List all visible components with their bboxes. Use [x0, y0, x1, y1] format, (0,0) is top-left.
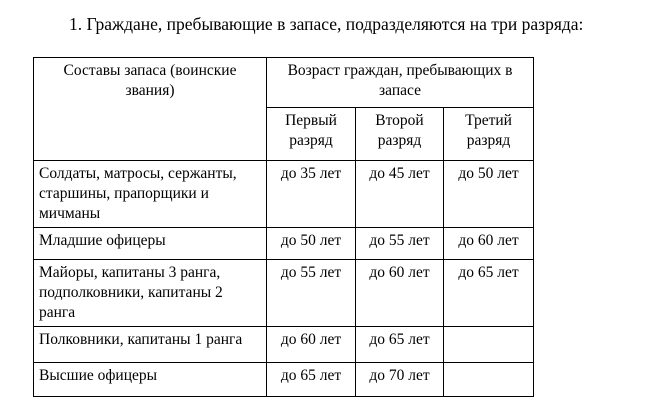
header-composition-cell: Составы запаса (воинские звания) [34, 58, 267, 161]
age-cell: до 65 лет [267, 363, 356, 397]
age-cell: до 55 лет [356, 228, 444, 260]
header-third-rank-cell: Третий разряд [444, 108, 534, 161]
page-title: 1. Граждане, пребывающие в запасе, подразделяются на три разряда: [69, 14, 584, 34]
header-second-rank-cell: Второй разряд [356, 108, 444, 161]
age-cell: до 70 лет [356, 363, 444, 397]
age-cell [444, 363, 534, 397]
age-cell: до 60 лет [267, 327, 356, 363]
table-row [34, 327, 534, 363]
age-cell: до 35 лет [267, 161, 356, 228]
header-age-group-cell: Возраст граждан, пребывающих в запасе [267, 58, 534, 108]
age-cell: до 65 лет [356, 327, 444, 363]
table-row [34, 161, 534, 228]
row-label: Полковники, капитаны 1 ранга [34, 327, 267, 363]
age-cell: до 50 лет [444, 161, 534, 228]
table-row [34, 228, 534, 260]
reserve-categories-table [33, 57, 534, 397]
age-cell: до 55 лет [267, 260, 356, 327]
age-cell: до 45 лет [356, 161, 444, 228]
row-label: Младшие офицеры [34, 228, 267, 260]
row-label: Майоры, капитаны 3 ранга, подполковники, капитаны 2 ранга [34, 260, 267, 327]
age-cell: до 60 лет [356, 260, 444, 327]
row-label: Высшие офицеры [34, 363, 267, 397]
header-row-group [34, 58, 534, 108]
header-first-rank-cell: Первый разряд [267, 108, 356, 161]
age-cell [444, 327, 534, 363]
age-cell: до 65 лет [444, 260, 534, 327]
age-cell: до 60 лет [444, 228, 534, 260]
age-cell: до 50 лет [267, 228, 356, 260]
table-row [34, 363, 534, 397]
table-row [34, 260, 534, 327]
row-label: Солдаты, матросы, сержанты, старшины, прапорщики и мичманы [34, 161, 267, 228]
